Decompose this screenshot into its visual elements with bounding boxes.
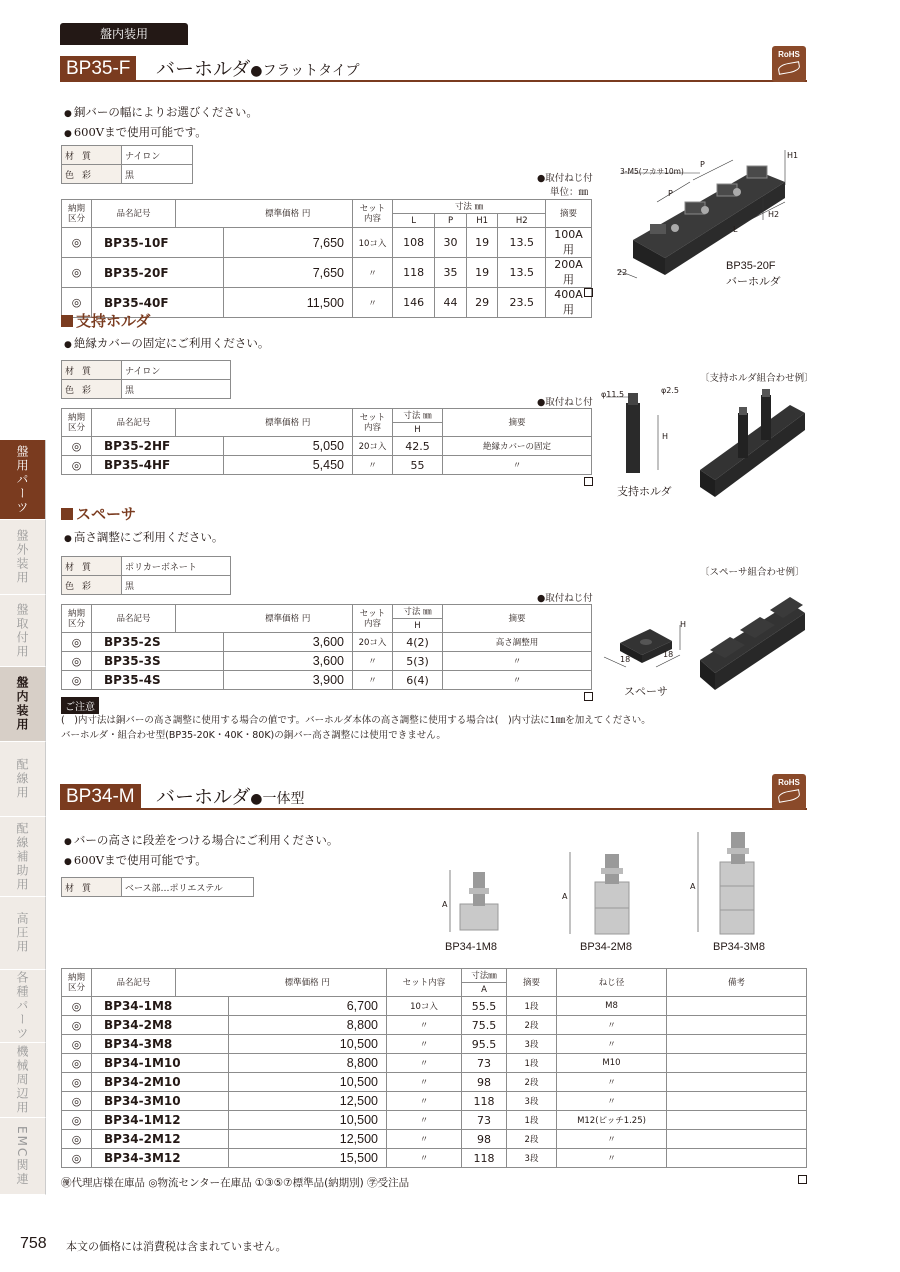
deliv-cell: ◎ [62,288,92,318]
material-value: ポリカーボネート [122,557,231,576]
subtitle-text: ●フラットタイプ [250,63,360,79]
price-cell: 8,800 [229,1054,387,1073]
header-deliv: 納期区分 [62,200,92,228]
table-row [62,997,807,1016]
sidebar-item-label: 配線補助用 [15,821,29,892]
code-cell: BP35-2HF [92,437,224,456]
dim-cell: 5(3) [393,652,443,671]
thread-cell: M12(ピッチ1.25) [557,1111,667,1130]
material-table [61,360,231,399]
fig-label: 3-M5(フカサ10m) [620,167,684,176]
thread-cell: 〃 [557,1073,667,1092]
checkbox-mark [798,1175,807,1184]
set-cell: 〃 [387,1016,462,1035]
fig-dim: H [662,432,669,441]
thread-cell: M10 [557,1054,667,1073]
section-title [156,784,304,812]
bar-holder-figure [605,140,815,290]
stock-legend: ㊝代理店様在庫品 ◎物流センター在庫品 ①③⑤⑦標準品(納期別) ㊫受注品 [61,1177,410,1189]
set-cell: 20コ入 [353,633,393,652]
code-cell: BP34-1M8 [92,997,229,1016]
deliv-cell: ◎ [62,437,92,456]
checkbox-mark [584,477,593,486]
code-cell: BP34-1M12 [92,1111,229,1130]
set-cell: 〃 [353,258,393,288]
price-cell: 10,500 [229,1035,387,1054]
set-cell: 〃 [387,1092,462,1111]
code-cell: BP34-3M10 [92,1092,229,1111]
code-cell: BP35-40F [92,288,224,318]
material-key: 色彩 [62,576,122,595]
dim-cell: 44 [435,288,467,318]
remark-cell: 2段 [507,1073,557,1092]
set-cell: 〃 [353,288,393,318]
set-cell: 〃 [387,1130,462,1149]
header-h: H [393,619,443,633]
dim-cell: 98 [462,1130,507,1149]
sidebar-item-label: 配線用 [15,758,29,800]
screw-note: ●取付ねじ付 [537,593,593,604]
set-cell: 〃 [387,1035,462,1054]
bullet-item: ● 高さ調整にご利用ください。 [64,529,223,545]
sidebar-item[interactable] [0,667,46,742]
deliv-cell: ◎ [62,671,92,690]
sub-heading-support [61,310,150,331]
note-cell [667,1054,807,1073]
deliv-cell: ◎ [62,652,92,671]
header-code: 品名記号 [92,969,176,997]
material-table [61,145,193,184]
title-text: バーホルダ [156,58,251,80]
table-row [62,1149,807,1168]
header-l: L [393,214,435,228]
rohs-badge [772,774,806,810]
fig-dim: φ11.5 [601,390,625,399]
dim-cell: 118 [462,1149,507,1168]
thread-cell: 〃 [557,1130,667,1149]
set-cell: 10コ入 [387,997,462,1016]
price-cell: 5,050 [224,437,353,456]
header-thread: ねじ径 [557,969,667,997]
deliv-cell: ◎ [62,258,92,288]
fig-dim: H2 [768,210,780,219]
note-cell [667,1073,807,1092]
table-row [62,437,592,456]
table-row [62,1092,807,1111]
dim-cell: 23.5 [498,288,546,318]
fig-caption: BP34-1M8 [445,941,497,953]
bullet-item: ● 600Vまで使用可能です。 [64,852,207,868]
leaf-icon [777,789,800,803]
material-value: ナイロン [122,146,193,165]
bp34-1m8-figure [440,868,510,936]
support-combo-figure [695,385,810,500]
dim-cell: 55 [393,456,443,475]
bullet-item: ● 絶縁カバーの固定にご利用ください。 [64,335,269,351]
thread-cell: 〃 [557,1016,667,1035]
sidebar-item[interactable] [0,970,46,1043]
sidebar-item-label: EMC関連 [15,1125,29,1187]
price-cell: 3,600 [224,633,353,652]
dim-cell: 75.5 [462,1016,507,1035]
sidebar-item[interactable] [0,817,46,897]
deliv-cell: ◎ [62,633,92,652]
bullet-item: ● バーの高さに段差をつける場合にご利用ください。 [64,832,338,848]
fig-dim: H1 [787,151,799,160]
remark-cell: 1段 [507,1054,557,1073]
material-key: 色彩 [62,165,122,184]
category-tab: 盤内装用 [60,23,188,45]
code-cell: BP34-3M8 [92,1035,229,1054]
product-code: BP35-F [60,56,136,82]
sub-heading-spacer [61,503,136,524]
price-cell: 12,500 [229,1092,387,1111]
code-cell: BP35-4S [92,671,224,690]
price-cell: 3,600 [224,652,353,671]
dim-cell: 108 [393,228,435,258]
header-h1: H1 [466,214,498,228]
dim-cell: 35 [435,258,467,288]
fig-dim: P [700,160,705,169]
price-cell: 11,500 [224,288,353,318]
remark-cell: 1段 [507,997,557,1016]
square-icon [61,315,73,327]
material-key: 材質 [62,361,122,380]
note-cell [667,1092,807,1111]
tax-note: 本文の価格には消費税は含まれていません。 [66,1240,287,1253]
table-row [62,1073,807,1092]
remark-cell: 高さ調整用 [443,633,592,652]
dim-cell: 98 [462,1073,507,1092]
sidebar-item[interactable] [0,742,46,817]
price-cell: 15,500 [229,1149,387,1168]
price-cell: 5,450 [224,456,353,475]
leaf-icon [777,61,800,75]
fig-dim: A [442,900,448,909]
dim-cell: 55.5 [462,997,507,1016]
header-set: セット内容 [353,605,393,633]
dim-cell: 30 [435,228,467,258]
fig-caption: BP34-2M8 [580,941,632,953]
price-cell: 10,500 [229,1073,387,1092]
header-h2: H2 [498,214,546,228]
fig-dim: L [733,225,738,234]
remark-cell: 3段 [507,1035,557,1054]
table-row [62,258,592,288]
sub-heading-text: スペーサ [76,505,137,523]
dim-cell: 73 [462,1054,507,1073]
note-cell [667,997,807,1016]
sidebar [0,440,46,1195]
table-row [62,633,592,652]
fig-dim: H [680,620,687,629]
set-cell: 〃 [353,652,393,671]
header-code: 品名記号 [92,409,176,437]
header-set: セット内容 [353,409,393,437]
remark-cell: 3段 [507,1149,557,1168]
material-value: 黒 [122,576,231,595]
deliv-cell: ◎ [62,1092,92,1111]
deliv-cell: ◎ [62,1054,92,1073]
product-table-bp34m [61,968,807,1168]
header-dims: 寸法 ㎜ [393,605,443,619]
deliv-cell: ◎ [62,1149,92,1168]
caution-line: バーホルダ・組合わせ型(BP35-20K・40K・80K)の銅バー高さ調整には使用できません。 [61,730,446,741]
header-h: H [393,423,443,437]
remark-cell: 200A用 [546,258,592,288]
sidebar-item-label: 各種パーツ [15,971,29,1041]
header-remark: 摘要 [507,969,557,997]
set-cell: 〃 [387,1111,462,1130]
dim-cell: 42.5 [393,437,443,456]
fig-dim: 18 [663,650,674,659]
sidebar-item[interactable] [0,1118,46,1195]
header-dims: 寸法㎜ [462,969,507,983]
square-icon [61,508,73,520]
table-row [62,1130,807,1149]
dim-cell: 19 [466,228,498,258]
fig-example-label: 〔支持ホルダ組合わせ例〕 [700,373,814,384]
remark-cell: 400A用 [546,288,592,318]
header-set: セット内容 [353,200,393,228]
code-cell: BP35-20F [92,258,224,288]
header-a: A [462,983,507,997]
sidebar-item-label: 盤用パーツ [15,444,29,515]
sidebar-item[interactable] [0,520,46,595]
bp34-2m8-figure [565,850,645,938]
price-cell: 10,500 [229,1111,387,1130]
header-price: 標準価格 円 [224,200,353,228]
code-cell: BP35-2S [92,633,224,652]
deliv-cell: ◎ [62,1016,92,1035]
fig-caption: バーホルダ [726,276,781,288]
bp34-3m8-figure [690,828,770,938]
sub-heading-text: 支持ホルダ [76,312,151,330]
remark-cell: 100A用 [546,228,592,258]
table-row [62,1016,807,1035]
sidebar-item[interactable] [0,1043,46,1118]
header-dims: 寸法 ㎜ [393,200,546,214]
fig-caption: 支持ホルダ [617,486,672,498]
remark-cell: 〃 [443,671,592,690]
rohs-label: RoHS [778,50,800,59]
deliv-cell: ◎ [62,228,92,258]
material-key: 材質 [62,146,122,165]
material-key: 材質 [62,878,122,897]
code-cell: BP34-3M12 [92,1149,229,1168]
sidebar-item-label: 高圧用 [15,912,29,954]
code-cell: BP34-2M8 [92,1016,229,1035]
sidebar-item[interactable] [0,440,46,520]
dim-cell: 6(4) [393,671,443,690]
remark-cell: 3段 [507,1092,557,1111]
set-cell: 〃 [387,1054,462,1073]
remark-cell: 〃 [443,652,592,671]
table-row [62,456,592,475]
material-value: ベース部…ポリエステル [122,878,254,897]
dim-cell: 73 [462,1111,507,1130]
sidebar-item[interactable] [0,595,46,667]
deliv-cell: ◎ [62,1073,92,1092]
table-row [62,652,592,671]
title-text: バーホルダ [156,786,251,808]
sidebar-item[interactable] [0,897,46,970]
header-dims: 寸法 ㎜ [393,409,443,423]
note-cell [667,1130,807,1149]
screw-note: ●取付ねじ付 [537,173,593,184]
table-row [62,671,592,690]
header-deliv: 納期区分 [62,969,92,997]
material-key: 色彩 [62,380,122,399]
header-code: 品名記号 [92,200,176,228]
screw-note: ●取付ねじ付 [537,397,593,408]
table-row [62,1035,807,1054]
header-remark: 摘要 [443,605,592,633]
price-cell: 7,650 [224,258,353,288]
dim-cell: 29 [466,288,498,318]
dim-cell: 19 [466,258,498,288]
thread-cell: M8 [557,997,667,1016]
sidebar-item-label: 盤内装用 [15,676,29,732]
checkbox-mark [584,288,593,297]
deliv-cell: ◎ [62,456,92,475]
price-cell: 6,700 [229,997,387,1016]
header-remark: 摘要 [443,409,592,437]
material-table [61,556,231,595]
caution-tag: ご注意 [61,697,99,714]
price-cell: 7,650 [224,228,353,258]
product-code: BP34-M [60,784,141,810]
code-cell: BP34-2M12 [92,1130,229,1149]
header-deliv: 納期区分 [62,409,92,437]
table-row [62,1054,807,1073]
remark-cell: 〃 [443,456,592,475]
fig-example-label: 〔スペーサ組合わせ例〕 [700,567,805,578]
fig-dim: P [668,189,673,198]
set-cell: 10コ入 [353,228,393,258]
deliv-cell: ◎ [62,1130,92,1149]
note-cell [667,1016,807,1035]
fig-caption: BP34-3M8 [713,941,765,953]
table-row [62,228,592,258]
product-table-support [61,408,592,475]
set-cell: 〃 [387,1149,462,1168]
dim-cell: 13.5 [498,258,546,288]
material-value: 黒 [122,380,231,399]
rohs-badge [772,46,806,82]
material-table [61,877,254,897]
table-row [62,1111,807,1130]
bullet-item: ● 銅バーの幅によりお選びください。 [64,104,258,120]
thread-cell: 〃 [557,1149,667,1168]
dim-cell: 13.5 [498,228,546,258]
spacer-combo-figure [695,585,810,695]
section-header-bp35f [60,56,807,82]
fig-dim: φ2.5 [661,386,679,395]
note-cell [667,1035,807,1054]
dim-cell: 95.5 [462,1035,507,1054]
subtitle-text: ●一体型 [250,791,305,807]
deliv-cell: ◎ [62,1111,92,1130]
dim-cell: 146 [393,288,435,318]
dim-cell: 4(2) [393,633,443,652]
set-cell: 20コ入 [353,437,393,456]
thread-cell: 〃 [557,1092,667,1111]
material-value: 黒 [122,165,193,184]
set-cell: 〃 [353,456,393,475]
fig-caption: BP35-20F [726,260,776,272]
header-price: 標準価格 円 [229,969,387,997]
price-cell: 3,900 [224,671,353,690]
fig-dim: A [562,892,568,901]
remark-cell: 絶縁カバーの固定 [443,437,592,456]
unit-note: 単位：㎜ [550,187,589,198]
thread-cell: 〃 [557,1035,667,1054]
section-title [156,56,360,84]
checkbox-mark [584,692,593,701]
set-cell: 〃 [387,1073,462,1092]
remark-cell: 2段 [507,1130,557,1149]
header-set: セット内容 [387,969,462,997]
header-remark: 摘要 [546,200,592,228]
fig-dim: 22 [617,268,628,277]
material-key: 材質 [62,557,122,576]
header-deliv: 納期区分 [62,605,92,633]
code-cell: BP34-2M10 [92,1073,229,1092]
price-cell: 12,500 [229,1130,387,1149]
fig-dim: 18 [620,655,631,664]
deliv-cell: ◎ [62,997,92,1016]
code-cell: BP35-4HF [92,456,224,475]
product-table-spacer [61,604,592,690]
header-note: 備考 [667,969,807,997]
fig-dim: A [690,882,696,891]
code-cell: BP35-10F [92,228,224,258]
note-cell [667,1149,807,1168]
header-p: P [435,214,467,228]
dim-cell: 118 [393,258,435,288]
code-cell: BP35-3S [92,652,224,671]
header-price: 標準価格 円 [224,605,353,633]
bullet-item: ● 600Vまで使用可能です。 [64,124,207,140]
sidebar-item-label: 盤取付用 [15,602,29,659]
note-cell [667,1111,807,1130]
section-header-bp34m [60,784,807,810]
deliv-cell: ◎ [62,1035,92,1054]
header-code: 品名記号 [92,605,176,633]
rohs-label: RoHS [778,778,800,787]
remark-cell: 1段 [507,1111,557,1130]
sidebar-item-label: 盤外装用 [15,529,29,585]
dim-cell: 118 [462,1092,507,1111]
product-table-bp35f [61,199,592,318]
set-cell: 〃 [353,671,393,690]
remark-cell: 2段 [507,1016,557,1035]
page-number: 758 [20,1235,47,1252]
caution-line: ( )内寸法は銅バーの高さ調整に使用する場合の値です。バーホルダ本体の高さ調整に使用する場合は( )内寸法に1㎜を加えてください。 [61,715,651,726]
fig-caption: スペーサ [624,686,668,698]
price-cell: 8,800 [229,1016,387,1035]
material-value: ナイロン [122,361,231,380]
code-cell: BP34-1M10 [92,1054,229,1073]
header-price: 標準価格 円 [224,409,353,437]
sidebar-item-label: 機械周辺用 [15,1045,29,1115]
